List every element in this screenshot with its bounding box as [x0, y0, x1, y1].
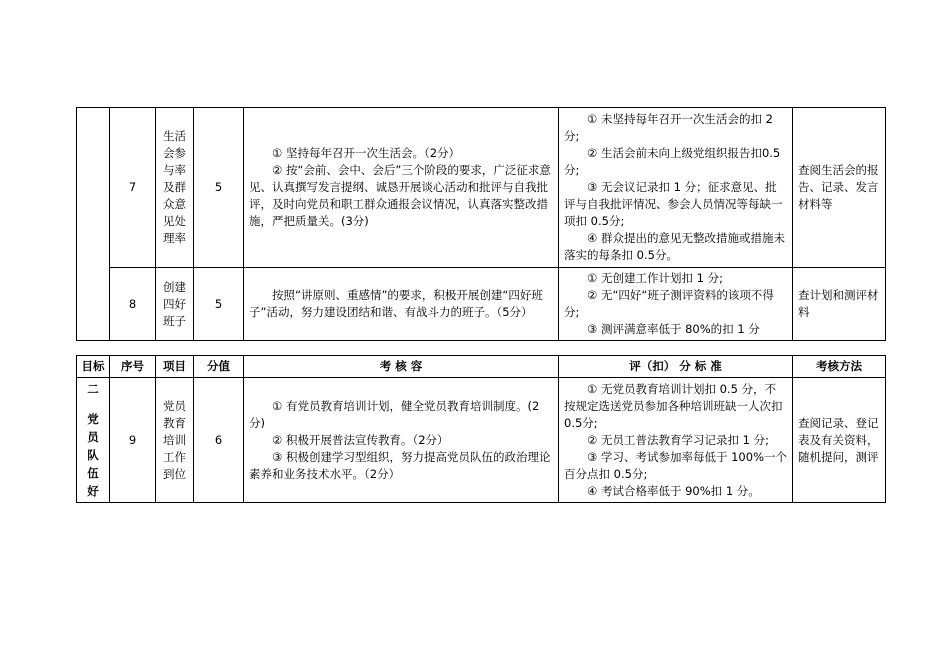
table-row — [77, 378, 886, 503]
target-category — [77, 378, 110, 503]
header-method: 考核方法 — [793, 356, 886, 378]
item-name: 生活会参与率及群众意见处理率 — [156, 108, 194, 268]
criteria-line: ② 无“四好“班子测评资料的该项不得分; — [564, 288, 774, 319]
target-char: 二 — [87, 382, 99, 396]
header-score: 分值 — [194, 356, 244, 378]
assessment-table-bottom — [76, 355, 886, 503]
header-target: 目标 — [77, 356, 110, 378]
header-number: 序号 — [110, 356, 156, 378]
criteria-line: ④ 群众提出的意见无整改措施或措施未落实的每条扣 0.5分。 — [564, 231, 785, 262]
criteria-line: ③ 测评满意率低于 80%的扣 1 分 — [587, 322, 760, 336]
header-deduction: 评（扣） 分 标 准 — [559, 356, 793, 378]
score-value: 5 — [194, 268, 244, 341]
item-name: 创建四好班子 — [156, 268, 194, 341]
content-line: 按照“讲原则、重感情”的要求，积极开展创建“四好班子”活动，努力建设团结和谐、有战斗力的班子。（5分） — [249, 288, 543, 319]
content-line: ① 有党员教育培训计划，健全党员教育培训制度。(2分) — [249, 398, 540, 430]
deduction-criteria — [559, 268, 793, 341]
content-line: ③ 积极创建学习型组织，努力提高党员队伍的政治理论素养和业务技术水平。（2分） — [249, 449, 551, 481]
deduction-criteria — [559, 378, 793, 503]
assessment-method: 查阅记录、登记表及有关资料，随机提问，测评 — [793, 378, 886, 503]
header-item: 项目 — [156, 356, 194, 378]
target-char: 伍 — [87, 466, 99, 480]
criteria-line: ① 无党员教育培训计划扣 0.5 分，不按规定选送党员参加各种培训班缺一人次扣0.5分; — [564, 381, 783, 430]
target-cell-empty — [77, 108, 110, 341]
assessment-method: 查阅生活会的报告、记录、发言材料等 — [793, 108, 886, 268]
content-line: ① 坚持每年召开一次生活会。（2分） — [272, 146, 461, 160]
row-number: 7 — [110, 108, 156, 268]
table-row — [77, 108, 886, 268]
row-number: 8 — [110, 268, 156, 341]
criteria-line: ③ 学习、考试参加率每低于 100%一个百分点扣 0.5分; — [564, 449, 787, 481]
target-char: 队 — [87, 448, 99, 462]
assessment-method: 查计划和测评材料 — [793, 268, 886, 341]
criteria-line: ① 无创建工作计划扣 1 分; — [587, 271, 723, 285]
header-content: 考 核 容 — [244, 356, 559, 378]
item-name: 党员教育培训工作到位 — [156, 378, 194, 503]
target-char: 员 — [87, 430, 99, 444]
criteria-line: ④ 考试合格率低于 90%扣 1 分。 — [587, 483, 760, 498]
row-number: 9 — [110, 378, 156, 503]
content-line: ② 积极开展普法宣传教育。（2分） — [272, 432, 449, 447]
assessment-content — [244, 378, 559, 503]
criteria-line: ① 未坚持每年召开一次生活会的扣 2分; — [564, 112, 773, 143]
assessment-content — [244, 268, 559, 341]
table-row — [77, 268, 886, 341]
criteria-line: ② 无员工普法教育学习记录扣 1 分; — [587, 432, 769, 447]
criteria-line: ③ 无会议记录扣 1 分；征求意见、批评与自我批评情况、参会人员情况等每缺一项扣 0.5分; — [564, 180, 783, 228]
header-row — [77, 356, 886, 378]
score-value: 6 — [194, 378, 244, 503]
content-line: ② 按“会前、会中、会后”三个阶段的要求，广泛征求意见、认真撰写发言提纲、诚恳开展谈心活动和批评与自我批评，及时向党员和职工群众通报会议情况，认真落实整改措施，严把质量关。(3分) — [249, 163, 551, 228]
score-value: 5 — [194, 108, 244, 268]
deduction-criteria — [559, 108, 793, 268]
target-char: 好 — [87, 484, 99, 498]
assessment-content — [244, 108, 559, 268]
assessment-table-top — [76, 107, 886, 341]
criteria-line: ② 生活会前未向上级党组织报告扣0.5分; — [564, 146, 781, 177]
target-char: 党 — [87, 412, 99, 426]
